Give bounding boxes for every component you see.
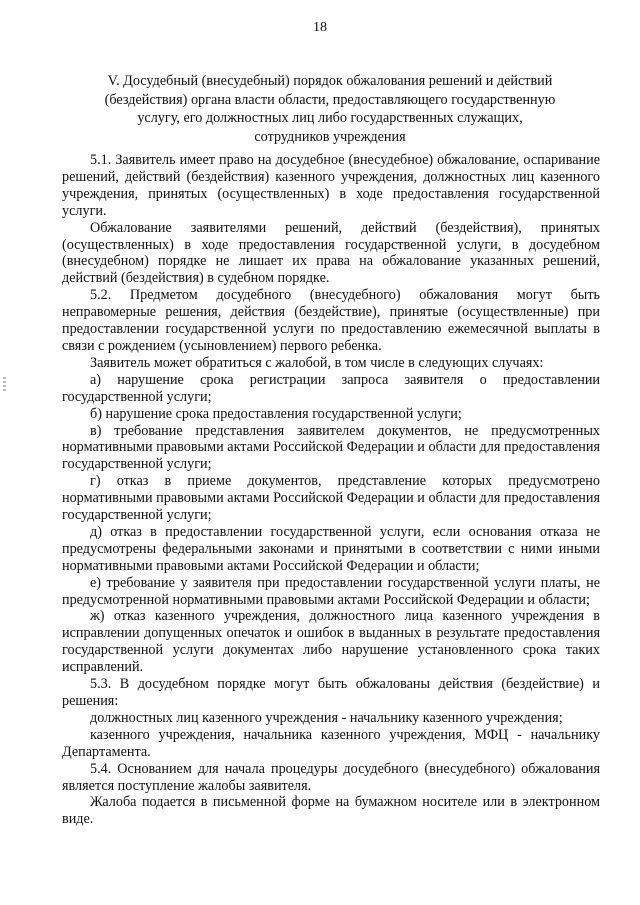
paragraph-5-2: 5.2. Предметом досудебного (внесудебного) обжалования могут быть неправомерные решения, действия (бездействие), принятые (осуществленные) при предоставлении государственной услуги по предоставлению ежемесячной выплаты в связи с рождением (усыновлением) первого ребенка. [62, 287, 600, 354]
paragraph-5-3: 5.3. В досудебном порядке могут быть обжалованы действия (бездействие) и решения: [62, 676, 600, 709]
paragraph-appeal-rights: Обжалование заявителями решений, действий (бездействия), принятых (осуществленных) в ходе предоставления государственной услуги, в досудебном (внесудебном) порядке не лишает их права на обжалование указанных решений, действий (бездействия) в судебном порядке. [62, 219, 600, 287]
paragraph-complaint-form: Жалоба подается в письменной форме на бумажном носителе или в электронном виде. [62, 794, 600, 828]
heading-line: услугу, его должностных лиц либо государственных служащих, [137, 110, 523, 126]
scan-artifact [3, 377, 6, 391]
heading-line: (бездействия) органа власти области, предоставляющего государственную [104, 91, 556, 108]
list-item-v: в) требование представления заявителем документов, не предусмотренных нормативными правовыми актами Российской Федерации и области для предоставления государственной услуги; [62, 422, 600, 473]
list-item-d: д) отказ в предоставлении государственной услуги, если основания отказа не предусмотрены федеральными законами и принятыми в соответствии с ними иными нормативными правовыми актами Российской Федерации и области; [62, 523, 600, 574]
page-number: 18 [313, 20, 327, 35]
document-body [62, 152, 600, 828]
heading-line: сотрудников учреждения [254, 128, 406, 145]
list-item-g: г) отказ в приеме документов, представление которых предусмотрено нормативными правовыми актами Российской Федерации и области для предоставления государственной услуги; [62, 473, 600, 524]
list-item-zh: ж) отказ казенного учреждения, должностного лица казенного учреждения в исправлении допущенных опечаток и ошибок в выданных в результате предоставления государственной услуги документах либо нарушение установленного срока таких исправлений. [62, 608, 600, 676]
paragraph-5-4: 5.4. Основанием для начала процедуры досудебного (внесудебного) обжалования является поступление жалобы заявителя. [62, 760, 600, 794]
paragraph-cases-intro: Заявитель может обратиться с жалобой, в том числе в следующих случаях: [90, 354, 544, 371]
list-item-institution: казенного учреждения, начальника казенного учреждения, МФЦ - начальнику Департамента. [62, 726, 600, 760]
list-item-b: б) нарушение срока предоставления государственной услуги; [90, 405, 462, 422]
paragraph-5-1: 5.1. Заявитель имеет право на досудебное (внесудебное) обжалование, оспаривание решений, действий (бездействия) казенного учреждения, должностных лиц казенного учреждения, принятых (осуществленных) в ходе предоставления государственной услуги. [62, 152, 600, 219]
list-item-a: а) нарушение срока регистрации запроса заявителя о предоставлении государственной услуги; [62, 371, 600, 405]
section-heading [70, 72, 590, 146]
list-item-officials: должностных лиц казенного учреждения - начальнику казенного учреждения; [90, 709, 563, 726]
heading-line: V. Досудебный (внесудебный) порядок обжалования решений и действий [107, 73, 553, 89]
list-item-e: е) требование у заявителя при предоставлении государственной услуги платы, не предусмотренной нормативными правовыми актами Российской Федерации и области; [62, 574, 600, 608]
